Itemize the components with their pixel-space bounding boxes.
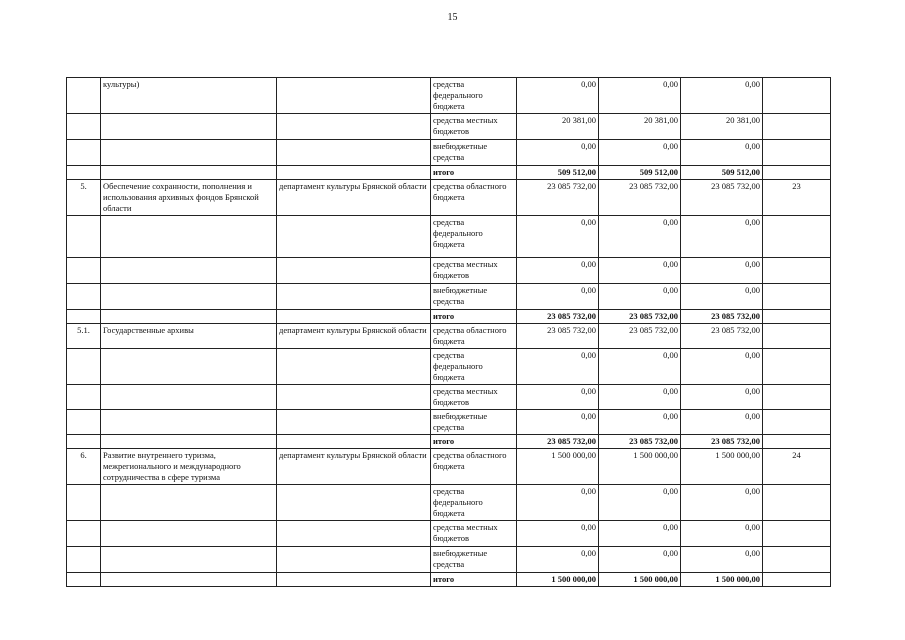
cell-amount-year1: 0,00: [517, 258, 599, 284]
table-row: [67, 114, 831, 140]
table-row: [67, 258, 831, 284]
cell-amount-year3: 23 085 732,00: [681, 435, 763, 449]
cell-amount-year1: 0,00: [517, 78, 599, 114]
cell-department: [277, 140, 431, 166]
cell-department: [277, 310, 431, 324]
cell-amount-year2: 23 085 732,00: [599, 324, 681, 349]
cell-amount-year1: 0,00: [517, 547, 599, 573]
table-row-total: [67, 573, 831, 587]
cell-activity-name: [101, 284, 277, 310]
cell-indicator-ref: 24: [763, 449, 831, 485]
cell-amount-year1: 23 085 732,00: [517, 435, 599, 449]
cell-amount-year1: 0,00: [517, 140, 599, 166]
cell-activity-name: [101, 166, 277, 180]
cell-amount-year1: 0,00: [517, 349, 599, 385]
cell-number: [67, 114, 101, 140]
cell-indicator-ref: 23: [763, 180, 831, 216]
cell-number: [67, 78, 101, 114]
cell-funding-source: внебюджетные средства: [431, 140, 517, 166]
cell-amount-year2: 0,00: [599, 140, 681, 166]
cell-funding-source: средства федерального бюджета: [431, 349, 517, 385]
table-row: [67, 78, 831, 114]
cell-activity-name: [101, 573, 277, 587]
cell-amount-year3: 0,00: [681, 485, 763, 521]
cell-department: [277, 485, 431, 521]
cell-amount-year2: 0,00: [599, 485, 681, 521]
cell-funding-source: средства областного бюджета: [431, 180, 517, 216]
cell-activity-name: культуры): [101, 78, 277, 114]
cell-activity-name: [101, 485, 277, 521]
cell-indicator-ref: [763, 310, 831, 324]
cell-amount-year2: 0,00: [599, 78, 681, 114]
cell-amount-year3: 0,00: [681, 385, 763, 410]
cell-activity-name: Государственные архивы: [101, 324, 277, 349]
cell-department: департамент культуры Брянской области: [277, 449, 431, 485]
cell-activity-name: Обеспечение сохранности, пополнения и использования архивных фондов Брянской области: [101, 180, 277, 216]
cell-indicator-ref: [763, 385, 831, 410]
cell-department: [277, 410, 431, 435]
cell-funding-source: средства местных бюджетов: [431, 385, 517, 410]
cell-department: [277, 385, 431, 410]
cell-department: [277, 573, 431, 587]
cell-number: [67, 140, 101, 166]
cell-amount-year3: 0,00: [681, 258, 763, 284]
cell-amount-year2: 23 085 732,00: [599, 180, 681, 216]
cell-indicator-ref: [763, 573, 831, 587]
cell-amount-year2: 0,00: [599, 349, 681, 385]
cell-amount-year1: 23 085 732,00: [517, 310, 599, 324]
cell-amount-year2: 0,00: [599, 385, 681, 410]
cell-number: 5.: [67, 180, 101, 216]
cell-amount-year3: 0,00: [681, 284, 763, 310]
cell-amount-year3: 0,00: [681, 410, 763, 435]
cell-amount-year1: 20 381,00: [517, 114, 599, 140]
cell-number: [67, 349, 101, 385]
budget-table: [66, 77, 831, 587]
cell-amount-year3: 0,00: [681, 216, 763, 258]
cell-funding-source: средства местных бюджетов: [431, 521, 517, 547]
cell-funding-source: внебюджетные средства: [431, 284, 517, 310]
cell-funding-source: средства местных бюджетов: [431, 114, 517, 140]
cell-amount-year2: 0,00: [599, 547, 681, 573]
cell-amount-year3: 0,00: [681, 140, 763, 166]
cell-number: 6.: [67, 449, 101, 485]
cell-department: [277, 284, 431, 310]
cell-funding-source: итого: [431, 310, 517, 324]
cell-amount-year1: 23 085 732,00: [517, 180, 599, 216]
cell-activity-name: Развитие внутреннего туризма, межрегионального и международного сотрудничества в сфере туризма: [101, 449, 277, 485]
cell-indicator-ref: [763, 485, 831, 521]
cell-funding-source: итого: [431, 573, 517, 587]
table-row: [67, 547, 831, 573]
cell-amount-year1: 0,00: [517, 385, 599, 410]
cell-number: [67, 166, 101, 180]
cell-amount-year3: 0,00: [681, 349, 763, 385]
cell-amount-year2: 0,00: [599, 284, 681, 310]
cell-indicator-ref: [763, 216, 831, 258]
table-row: [67, 180, 831, 216]
cell-amount-year3: 0,00: [681, 547, 763, 573]
cell-activity-name: [101, 258, 277, 284]
cell-indicator-ref: [763, 284, 831, 310]
cell-amount-year2: 1 500 000,00: [599, 573, 681, 587]
table-row: [67, 521, 831, 547]
table-row: [67, 385, 831, 410]
table-row: [67, 410, 831, 435]
cell-amount-year3: 20 381,00: [681, 114, 763, 140]
table-row-total: [67, 166, 831, 180]
cell-number: [67, 284, 101, 310]
cell-department: департамент культуры Брянской области: [277, 324, 431, 349]
cell-number: [67, 258, 101, 284]
cell-amount-year2: 0,00: [599, 258, 681, 284]
cell-funding-source: средства федерального бюджета: [431, 216, 517, 258]
cell-amount-year2: 0,00: [599, 521, 681, 547]
cell-amount-year3: 509 512,00: [681, 166, 763, 180]
cell-activity-name: [101, 349, 277, 385]
cell-department: [277, 114, 431, 140]
table-body: [67, 78, 831, 587]
cell-indicator-ref: [763, 166, 831, 180]
cell-funding-source: средства областного бюджета: [431, 324, 517, 349]
cell-indicator-ref: [763, 78, 831, 114]
cell-indicator-ref: [763, 324, 831, 349]
cell-indicator-ref: [763, 258, 831, 284]
cell-amount-year1: 0,00: [517, 485, 599, 521]
cell-indicator-ref: [763, 435, 831, 449]
cell-activity-name: [101, 435, 277, 449]
table-row: [67, 349, 831, 385]
cell-activity-name: [101, 410, 277, 435]
cell-department: [277, 78, 431, 114]
cell-number: [67, 310, 101, 324]
cell-activity-name: [101, 385, 277, 410]
cell-funding-source: средства местных бюджетов: [431, 258, 517, 284]
cell-number: [67, 573, 101, 587]
cell-indicator-ref: [763, 521, 831, 547]
cell-funding-source: средства областного бюджета: [431, 449, 517, 485]
cell-funding-source: средства федерального бюджета: [431, 78, 517, 114]
cell-number: [67, 385, 101, 410]
cell-department: департамент культуры Брянской области: [277, 180, 431, 216]
cell-amount-year3: 0,00: [681, 521, 763, 547]
cell-amount-year3: 23 085 732,00: [681, 310, 763, 324]
table-row: [67, 284, 831, 310]
cell-amount-year2: 20 381,00: [599, 114, 681, 140]
cell-activity-name: [101, 216, 277, 258]
cell-amount-year2: 23 085 732,00: [599, 310, 681, 324]
cell-activity-name: [101, 521, 277, 547]
cell-number: [67, 216, 101, 258]
cell-amount-year1: 1 500 000,00: [517, 449, 599, 485]
cell-number: [67, 485, 101, 521]
cell-indicator-ref: [763, 547, 831, 573]
cell-amount-year1: 23 085 732,00: [517, 324, 599, 349]
table-row: [67, 140, 831, 166]
cell-funding-source: внебюджетные средства: [431, 410, 517, 435]
cell-amount-year1: 509 512,00: [517, 166, 599, 180]
page-number: 15: [447, 12, 458, 23]
cell-amount-year3: 1 500 000,00: [681, 449, 763, 485]
cell-amount-year1: 0,00: [517, 216, 599, 258]
cell-activity-name: [101, 114, 277, 140]
cell-amount-year2: 509 512,00: [599, 166, 681, 180]
cell-amount-year1: 0,00: [517, 284, 599, 310]
cell-amount-year3: 1 500 000,00: [681, 573, 763, 587]
cell-indicator-ref: [763, 140, 831, 166]
table-row-total: [67, 310, 831, 324]
cell-department: [277, 216, 431, 258]
cell-number: [67, 410, 101, 435]
cell-indicator-ref: [763, 349, 831, 385]
cell-amount-year1: 0,00: [517, 410, 599, 435]
table-row: [67, 324, 831, 349]
cell-department: [277, 349, 431, 385]
cell-funding-source: итого: [431, 435, 517, 449]
cell-activity-name: [101, 140, 277, 166]
cell-indicator-ref: [763, 114, 831, 140]
cell-amount-year3: 23 085 732,00: [681, 324, 763, 349]
cell-number: [67, 521, 101, 547]
cell-amount-year3: 23 085 732,00: [681, 180, 763, 216]
cell-number: 5.1.: [67, 324, 101, 349]
cell-amount-year2: 23 085 732,00: [599, 435, 681, 449]
cell-amount-year2: 0,00: [599, 410, 681, 435]
cell-indicator-ref: [763, 410, 831, 435]
cell-amount-year2: 0,00: [599, 216, 681, 258]
cell-funding-source: внебюджетные средства: [431, 547, 517, 573]
cell-department: [277, 521, 431, 547]
cell-activity-name: [101, 310, 277, 324]
table-row-total: [67, 435, 831, 449]
table-row: [67, 216, 831, 258]
cell-amount-year3: 0,00: [681, 78, 763, 114]
cell-number: [67, 435, 101, 449]
cell-department: [277, 547, 431, 573]
cell-amount-year2: 1 500 000,00: [599, 449, 681, 485]
cell-activity-name: [101, 547, 277, 573]
cell-funding-source: итого: [431, 166, 517, 180]
cell-department: [277, 166, 431, 180]
table-row: [67, 485, 831, 521]
cell-funding-source: средства федерального бюджета: [431, 485, 517, 521]
cell-amount-year1: 1 500 000,00: [517, 573, 599, 587]
cell-amount-year1: 0,00: [517, 521, 599, 547]
cell-number: [67, 547, 101, 573]
table-row: [67, 449, 831, 485]
cell-department: [277, 258, 431, 284]
cell-department: [277, 435, 431, 449]
